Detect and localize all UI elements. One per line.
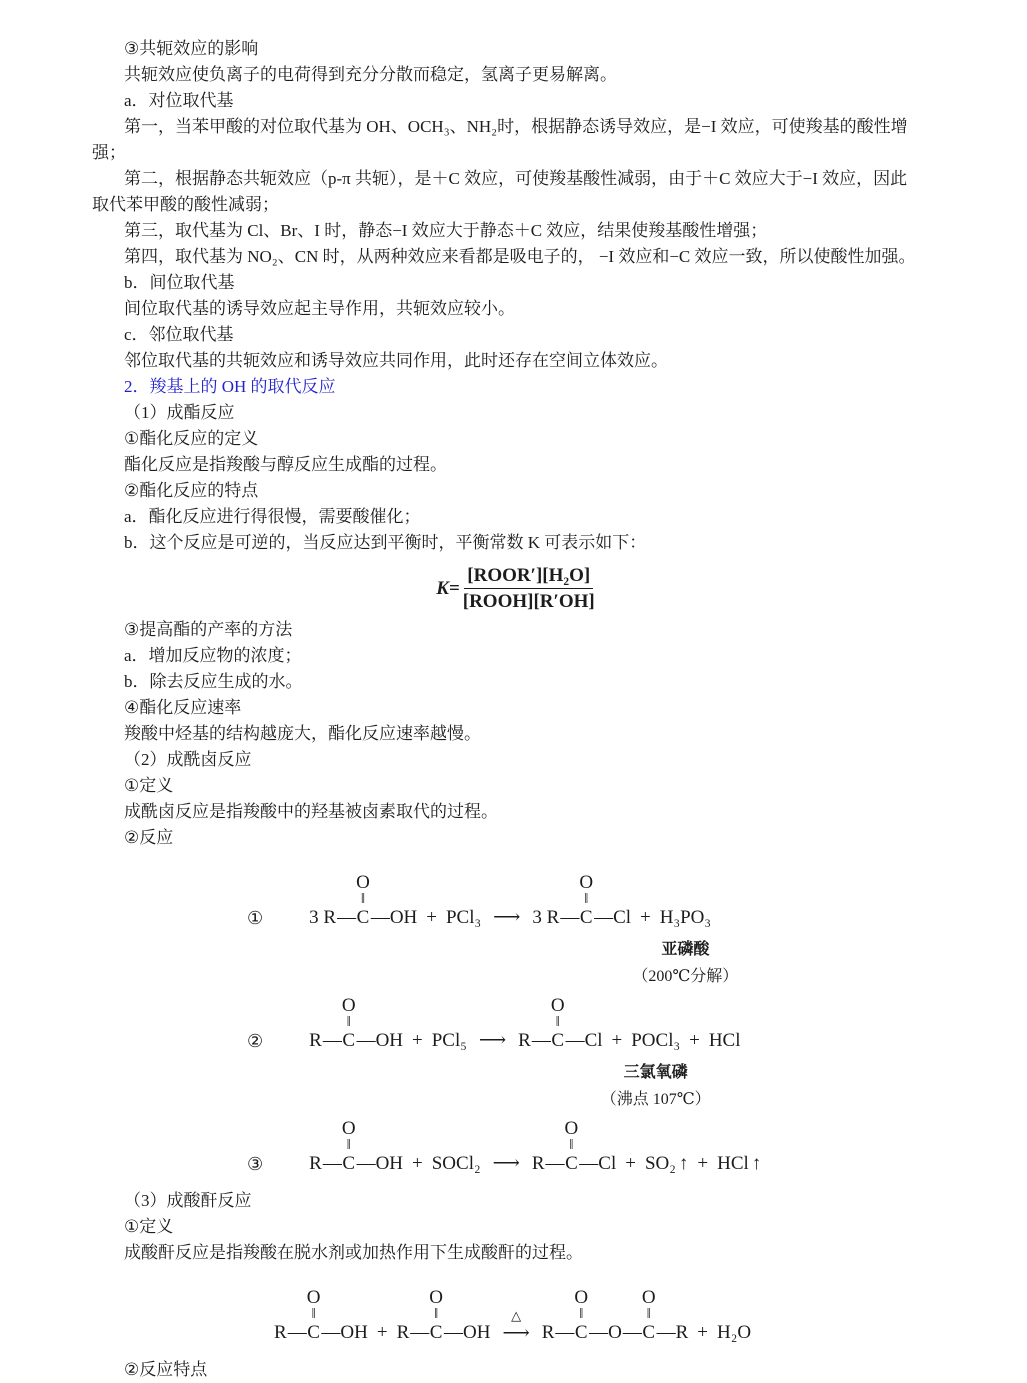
text-line: ②反应 [124,828,174,847]
single-bond: — [565,1030,584,1051]
chem-formula: Cl [613,907,632,928]
carbon-atom: C [342,1153,356,1174]
chem-formula: Cl [584,1030,603,1051]
text-line: c．邻位取代基 [124,325,234,344]
oxygen-atom: O [341,995,356,1016]
text-line: ①酯化反应的定义 [124,429,259,448]
chem-formula: Cl [598,1153,617,1174]
chem-formula: 3 R [532,907,560,928]
text-line: ①定义 [124,1217,174,1236]
text-line: ②酯化反应的特点 [124,481,259,500]
text-line: ②反应特点 [124,1360,208,1379]
oxygen-atom: O [579,872,594,893]
single-bond: — [356,1030,375,1051]
carbon-atom: C [342,1030,356,1051]
text-line: 邻位取代基的共轭效应和诱导效应共同作用，此时还存在空间立体效应。 [124,351,668,370]
oxygen-atom: O [341,1118,356,1139]
fraction-denominator: [ROOH][R′OH] [462,591,595,612]
reaction-arrow: ⟶ [478,1030,507,1051]
text-line: b．除去反应生成的水。 [124,672,303,691]
chem-formula: OH [463,1322,491,1343]
gas-evolution-arrow: ↑ [751,1153,762,1174]
double-bond: ‖ [584,891,589,907]
equation-lhs: K= [436,577,460,599]
text-line: 第三，取代基为 Cl、Br、I 时，静态−I 效应大于静态＋C 效应，结果使羧基酸性增强； [124,221,768,240]
text-line: a．对位取代基 [124,91,234,110]
reaction-formula [274,1288,751,1345]
chem-formula: HCl [717,1153,749,1174]
chem-formula: R [309,1030,322,1051]
note-text: （沸点 107℃） [600,1091,711,1108]
text-line: 间位取代基的诱导效应起主导作用，共轭效应较小。 [124,299,515,318]
double-bond: ‖ [579,1306,584,1322]
fraction [463,564,595,613]
document-body [92,36,969,1383]
single-bond: — [594,907,613,928]
text-line: b．这个反应是可逆的，当反应达到平衡时，平衡常数 K 可表示如下： [124,533,647,552]
double-bond: ‖ [434,1306,439,1322]
note-text: 亚磷酸 [661,941,710,958]
chem-formula: PCl₃ [445,907,482,928]
chem-formula: OH [389,907,418,928]
reaction-equation [274,1288,969,1345]
single-bond: — [410,1322,429,1343]
text-line: ④酯化反应速率 [124,698,242,717]
single-bond: — [322,1153,341,1174]
single-bond: — [287,1322,306,1343]
carbonyl-group [342,1119,356,1176]
reaction-equation [247,1119,969,1176]
reaction-note [601,1059,711,1113]
text-line: 第四，取代基为 NO₂、CN 时，从两种效应来看都是吸电子的， −I 效应和−C 效应一致，所以使酸性加强。 [124,247,916,266]
chem-formula: R [518,1030,531,1051]
carbonyl-group [342,996,356,1053]
chem-formula: H₃PO₃ 亚磷酸 （200℃分解） [660,906,711,930]
oxygen-atom: O [429,1287,444,1308]
carbon-atom: C [551,1030,565,1051]
carbon-atom: C [307,1322,320,1343]
reaction-arrow-heated [502,1309,529,1345]
text-line: 取代苯甲酸的酸性减弱； [92,195,279,214]
text-line: 第二，根据静态共轭效应（p-π 共轭），是＋C 效应，可使羧基酸性减弱，由于＋C 效应大于−I 效应，因此 [124,169,908,188]
reaction-formula [309,1119,761,1176]
text-line: 强； [92,143,126,162]
text-line: 成酰卤反应是指羧酸中的羟基被卤素取代的过程。 [124,802,498,821]
text-line: （3）成酸酐反应 [124,1191,252,1210]
plus-sign: + [697,1322,709,1343]
single-bond: — [622,1322,641,1343]
single-bond: — [560,907,579,928]
delta-symbol: △ [511,1308,522,1323]
single-bond: — [444,1322,463,1343]
reaction-equation [247,872,969,985]
carbonyl-group [429,1288,443,1345]
text-line: 酯化反应是指羧酸与醇反应生成酯的过程。 [124,455,447,474]
reaction-formula [309,995,741,1108]
reaction-number: ③ [247,1154,264,1174]
chem-formula: OH [375,1153,404,1174]
chem-formula: SO₂ [644,1153,676,1174]
carbon-atom: C [642,1322,656,1343]
oxygen-atom: O [306,1287,321,1308]
note-text: （200℃分解） [632,968,739,985]
chem-formula: OH [375,1030,404,1051]
single-bond: — [321,1322,340,1343]
plus-sign: + [640,907,651,928]
carbon-atom: C [579,907,593,928]
carbonyl-group [574,1288,588,1345]
double-bond: ‖ [360,891,366,907]
single-bond: — [356,1153,375,1174]
text-line: a．酯化反应进行得很慢，需要酸催化； [124,507,421,526]
double-bond: ‖ [346,1137,351,1153]
reaction-arrow: ⟶ [492,1153,520,1174]
chem-formula: O [608,1322,622,1343]
double-bond: ‖ [311,1306,316,1322]
chem-formula: R [541,1322,555,1343]
text-line: 羧酸中烃基的结构越庞大，酯化反应速率越慢。 [124,724,481,743]
chem-formula: PCl₅ [431,1030,467,1051]
chem-formula: OH [340,1322,368,1343]
oxygen-atom: O [641,1287,656,1308]
carbon-atom: C [429,1322,443,1343]
text-line: 第一，当苯甲酸的对位取代基为 OH、OCH₃、NH₂时，根据静态诱导效应，是−I 效应，可使羧基的酸性增 [124,117,908,136]
plus-sign: + [697,1153,709,1174]
text-line: （1）成酯反应 [124,403,235,422]
chem-formula: 3 R [309,907,337,928]
reaction-equation [247,995,969,1108]
oxygen-atom: O [564,1118,579,1139]
single-bond: — [370,907,389,928]
text-line: a．增加反应物的浓度； [124,646,302,665]
oxygen-atom: O [356,872,370,893]
chem-formula: POCl₃ 三氯氧磷 （沸点 107℃） [631,1029,680,1053]
text-line: 共轭效应使负离子的电荷得到充分分散而稳定，氢离子更易解离。 [124,65,617,84]
reaction-arrow: ⟶ [502,1323,530,1344]
reaction-number: ② [247,1031,264,1051]
single-bond: — [531,1030,550,1051]
reaction-note [632,936,738,990]
plus-sign: + [625,1153,636,1174]
text-line: ①定义 [124,776,174,795]
carbon-atom: C [356,907,370,928]
plus-sign: + [412,1030,423,1051]
double-bond: ‖ [646,1306,651,1322]
reaction-arrow: ⟶ [493,907,521,928]
reaction-number: ① [247,908,264,928]
text-line: 成酸酐反应是指羧酸在脱水剂或加热作用下生成酸酐的过程。 [124,1243,583,1262]
carbon-atom: C [565,1153,578,1174]
single-bond: — [589,1322,608,1343]
plus-sign: + [412,1153,423,1174]
oxygen-atom: O [550,995,565,1016]
carbonyl-group [307,1288,321,1345]
chem-formula: HCl [708,1030,741,1051]
gas-evolution-arrow: ↑ [678,1153,689,1174]
chem-formula: SOCl₂ [431,1153,481,1174]
plus-sign: + [689,1030,700,1051]
single-bond: — [337,907,356,928]
chem-formula: H₂O [717,1322,752,1343]
single-bond: — [555,1322,574,1343]
double-bond: ‖ [555,1014,560,1030]
text-line: ③共轭效应的影响 [124,39,259,58]
carbonyl-group [356,873,370,930]
section-heading: 2．羧基上的 OH 的取代反应 [124,377,336,396]
text-line: b．间位取代基 [124,273,235,292]
reaction-formula [309,872,739,985]
fraction-numerator: [ROOR′][H₂O] [464,564,593,589]
chem-formula: R [274,1322,287,1343]
single-bond: — [579,1153,598,1174]
carbonyl-group [579,873,593,930]
chem-formula: R [531,1153,545,1174]
double-bond: ‖ [346,1014,351,1030]
text-line: （2）成酰卤反应 [124,750,252,769]
carbonyl-group [565,1119,579,1176]
single-bond: — [322,1030,341,1051]
carbonyl-group [551,996,565,1053]
note-text: 三氯氧磷 [623,1064,688,1081]
text-line: ③提高酯的产率的方法 [124,620,293,639]
carbon-atom: C [574,1322,588,1343]
single-bond: — [656,1322,675,1343]
single-bond: — [545,1153,564,1174]
carbonyl-group [642,1288,656,1345]
double-bond: ‖ [569,1137,574,1153]
plus-sign: + [611,1030,623,1051]
chem-formula: R [396,1322,410,1343]
chem-formula: R [309,1153,322,1174]
plus-sign: + [376,1322,388,1343]
equilibrium-constant-equation [92,564,939,613]
oxygen-atom: O [574,1287,589,1308]
plus-sign: + [426,907,437,928]
chem-formula: R [675,1322,689,1343]
